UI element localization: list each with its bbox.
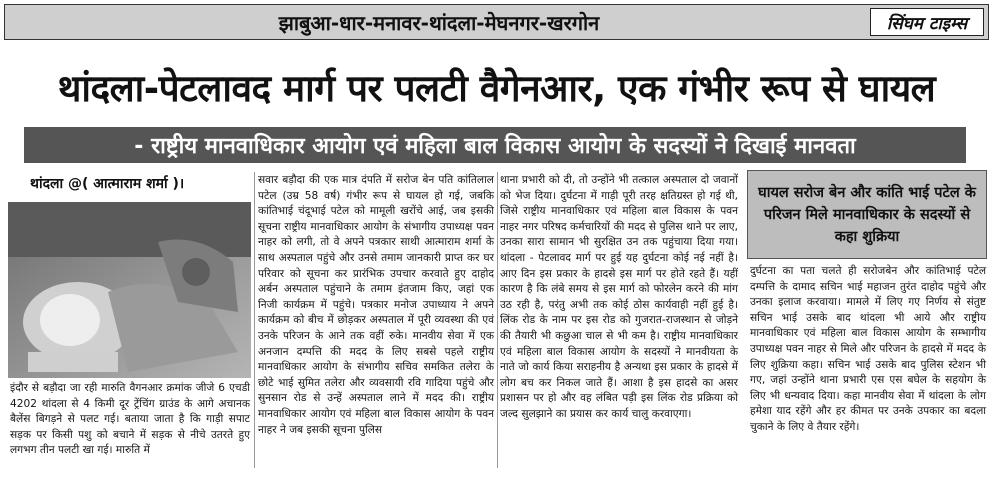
article-headline: थांदला-पेटलावद मार्ग पर पलटी वैगेनआर, एक गंभीर रूप से घायल — [57, 66, 936, 110]
newspaper-logo: सिंघम टाइम्स — [870, 8, 984, 36]
article-column-4: दुर्घटना का पता चलते ही सरोजबेन और कांतिभाई पटेल दम्पत्ति के दामाद सचिन भाई महाजन तुरंत दाहोद पहुंचे और उनका इलाज करवाया। मामले में लिए गए निर्णय से संतुष्ट सचिन भाई उसके बाद थांदला भी आये और राष्ट्रीय मानवाधिकार एवं महिला बाल विकास आयोग के सम्भागीय उपाध्यक्ष पवन नाहर से मिले और परिजन के हादसे में मदद के लिए शुक्रिया कहा। सचिन भाई उसके बाद पुलिस स्टेशन भी गए, जहां उन्होंने थाना प्रभारी एस एस बघेल के सहयोग के लिए भी धन्यवाद दिया। कहा मानवीय सेवा में थांदला के लोग हमेशा याद रहेंगे और हर कीमत पर उनके उपकार का बदला चुकाने के लिए वे तैयार रहेंगे। — [750, 265, 986, 433]
article-column-1: इंदौर से बड़ौदा जा रही मारुति वैगनआर क्रमांक जीजे 6 एचडी 4202 थांदला से 4 किमी दूर ट्रेंचिंग ग्राउंड के आगे अचानक बैलेंस बिगड़ने से पलट गई। बताया जाता है कि गाड़ी सपाट सड़क पर किसी पशु को बचाने में सड़क से नीचे उतरते हुए लगभग तीन पलटी खा गई। मारुति में — [10, 382, 250, 457]
article-byline: थांदला @( आत्माराम शर्मा )। — [30, 176, 185, 192]
column-divider — [497, 172, 498, 468]
accident-photo-image — [8, 202, 251, 378]
sidebar-heading: घायल सरोज बेन और कांति भाई पटेल के परिजन मिले मानवाधिकार के सदस्यों से कहा शुक्रिया — [747, 170, 987, 259]
section-banner — [4, 4, 989, 40]
section-title: झाबुआ-धार-मनावर-थांदला-मेघनगर-खरगोन — [278, 10, 600, 35]
article-subheadline: - राष्ट्रीय मानवाधिकार आयोग एवं महिला बाल विकास आयोग के सदस्यों ने दिखाई मानवता — [24, 127, 966, 163]
accident-photo — [8, 202, 251, 378]
column-divider — [254, 172, 255, 468]
article-column-2: सवार बड़ौदा की एक मात्र दंपति में सरोज बेन पति कांतिलाल पटेल (उम्र 58 वर्ष) गंभीर रूप से घायल हो गई, जबकि कांतिभाई चंदूभाई पटेल को मामूली खरोंचे आई, जब इसकी सूचना राष्ट्रीय मानवाधिकार आयोग के संभागीय उपाध्यक्ष पवन नाहर को लगी, तो वे अपने पत्रकार साथी आत्माराम शर्मा के साथ अस्पताल पहुंचे और उनसे तमाम जानकारी प्राप्त कर घर परिवार को सूचना कर प्रारंभिक उपचार करवाते हुए दाहोद अर्बन अस्पताल पहुंचाने के तमाम इंतजाम किए, जहां एक निजी कार्यक्रम में पहुंचे। पत्रकार मनोज उपाध्याय ने अपने कार्यक्रम को बीच में छोड़कर अस्पताल में पूरी व्यवस्था की एवं उनके परिजन के आने तक वहीं रुके। मानवीय सेवा में एक अनजान दम्पत्ति की मदद के लिए सबसे पहले राष्ट्रीय मानवाधिकार आयोग के संभागीय सचिव समकित तलेरा के छोटे भाई सुमित तलेरा और व्यवसायी रवि गादिया पहुंचे और सुनसान रोड से उन्हें अस्पताल लाने में मदद की। राष्ट्रीय मानवाधिकार आयोग एवं महिला बाल विकास आयोग के पवन नाहर ने जब इसकी सूचना पुलिस — [258, 174, 494, 436]
article-column-3: थाना प्रभारी को दी, तो उन्होंने भी तत्काल अस्पताल दो जवानों को भेज दिया। दुर्घटना में गाड़ी पूरी तरह क्षतिग्रस्त हो गई थी, जिसे राष्ट्रीय मानवाधिकार एवं महिला बाल विकास के पवन नाहर नगर परिषद कर्मचारियों की मदद से पुलिस थाने पर लाए, उनका सारा सामान भी सुरक्षित उन तक पहुंचाया दिया गया। थांदला - पेटलावद मार्ग पर हुई यह दुर्घटना कोई नई नहीं है। आए दिन इस प्रकार के हादसे इस मार्ग पर होते रहते हैं। यहीं कारण है कि लंबे समय से इस मार्ग को फोरलेन करने की मांग उठ रही है, परंतु अभी तक कोई ठोस कार्यवाही नहीं हुई है। लिंक रोड के नाम पर इस रोड को गुजरात-राजस्थान से जोड़ने की तैयारी भी कछुआ चाल से भी कम है। राष्ट्रीय मानवाधिकार एवं महिला बाल विकास आयोग के सदस्यों ने मानवीयता के नाते जो कार्य किया सराहनीय है अन्यथा इस प्रकार के हादसे में लोग बच कर निकल जाते हैं। आशा है इस हादसे का असर प्रशासन पर हो और वह लंबित पड़ी इस लिंक रोड प्रक्रिया को जल्द सुलझाने का प्रयास कर कार्य चालु करवाएगा। — [500, 174, 738, 420]
